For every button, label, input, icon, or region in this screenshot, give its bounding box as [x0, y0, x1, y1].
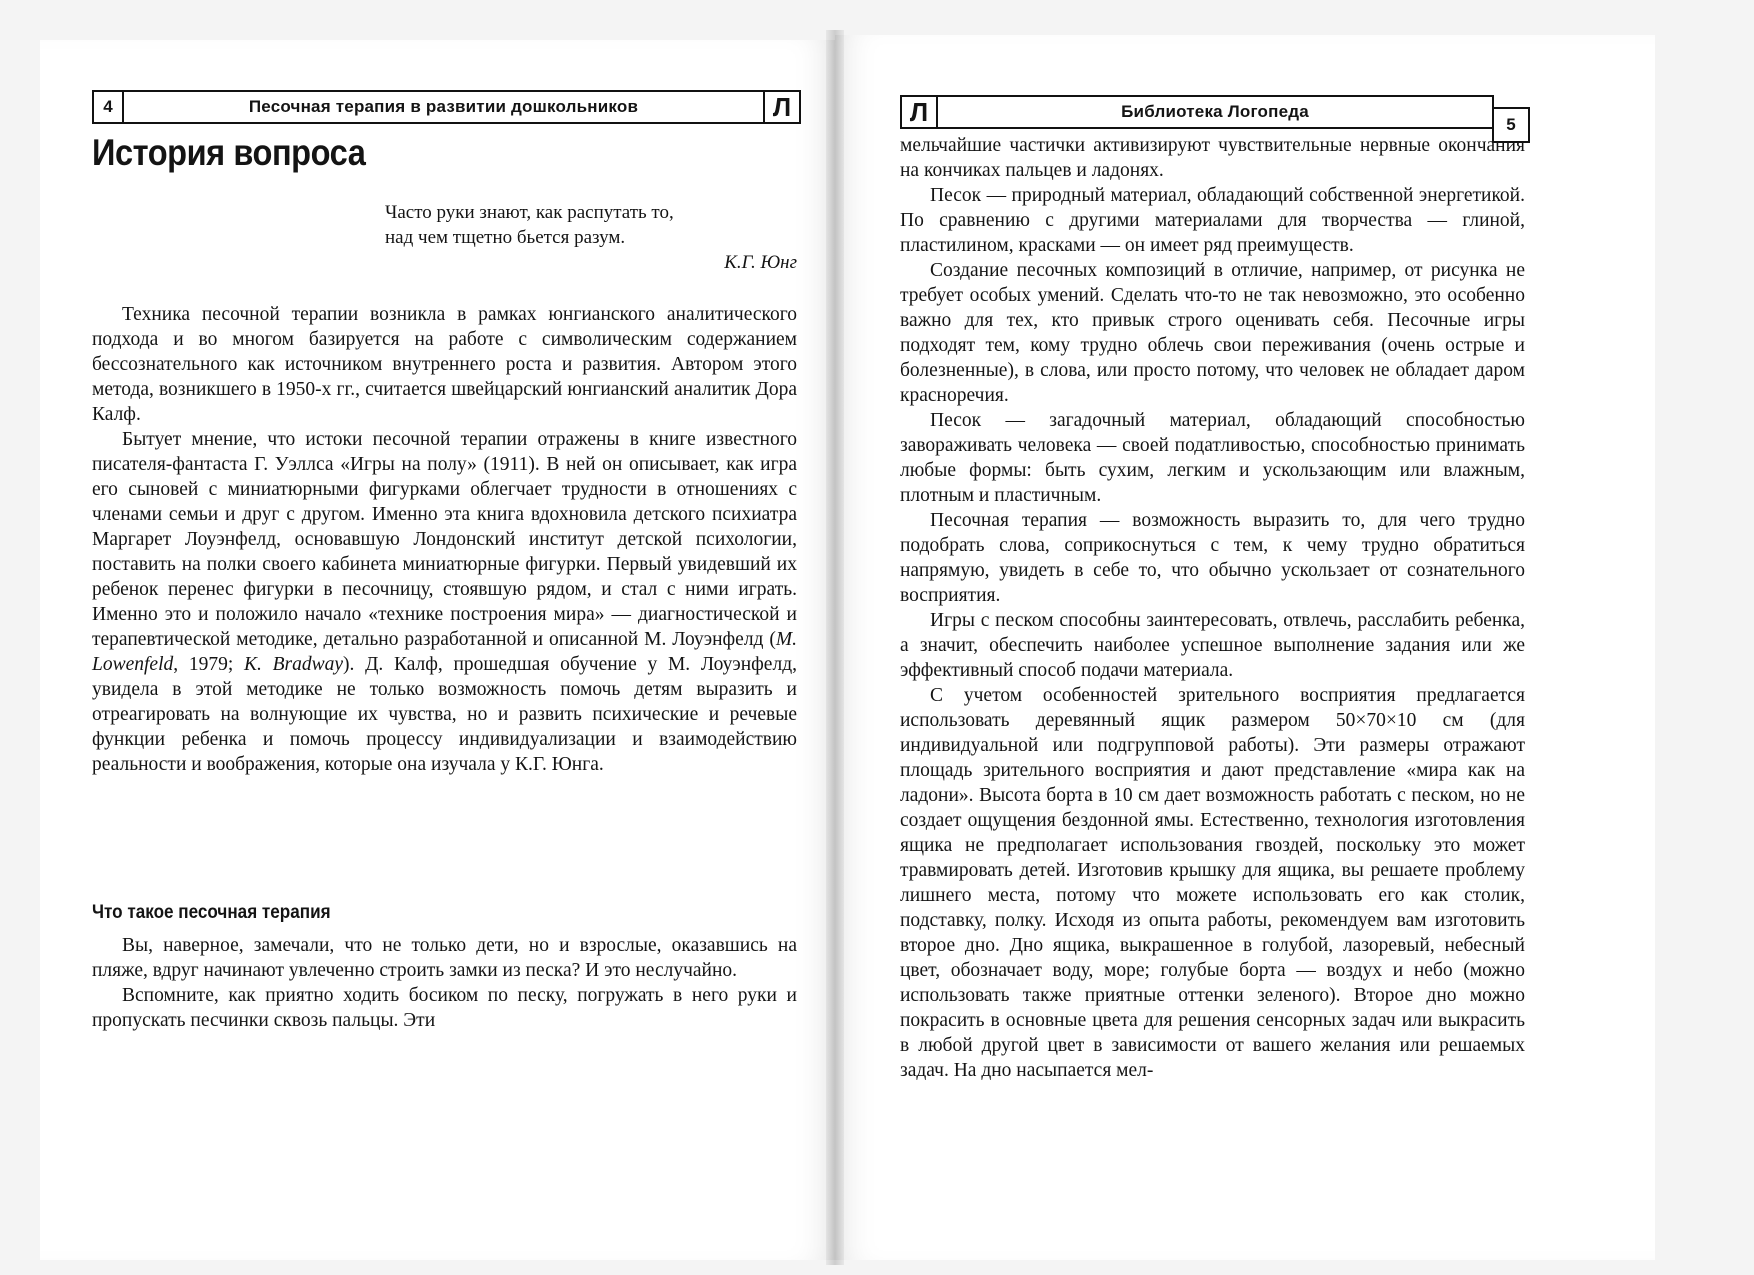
paragraph [92, 427, 797, 777]
paragraph: Песок — загадочный материал, обладающий способностью завораживать человека — своей податливостью, способностью принимать любые формы: быть сухим, легким и ускользающим или влажным, плотным и пластичным. [900, 410, 1525, 506]
left-page [40, 40, 835, 1260]
citation-author: M. Lowenfeld [92, 629, 797, 675]
epigraph-author: К.Г. Юнг [724, 252, 797, 273]
page-number: 4 [94, 92, 124, 122]
epigraph-line: над чем тщетно бьется разум. [385, 227, 626, 248]
left-page-header [92, 90, 801, 124]
logo-letter: Л [902, 97, 938, 127]
epigraph [385, 200, 797, 275]
running-title: Библиотека Логопеда [1121, 102, 1309, 121]
paragraph: Техника песочной терапии возникла в рамках юнгианского аналитического подхода и во многом базируется на работе с символическим содержанием бессознательного как источником внутреннего роста и развития. Автором этого метода, возникшего в 1950-х гг., считается швейцарский юнгианский аналитик Дора Калф. [92, 304, 797, 425]
page-body [900, 133, 1525, 1083]
paragraph-text: ). Д. Калф, прошедшая обучение у М. Лоуэнфелд, увидела в этой методике не только возможность помочь детям выразить и отреагировать на волнующие их чувства, но и развить психические и речевые функции ребенка и помочь процессу индивидуализации и взаимодействию реальности и воображения, которые она изучала у К.Г. Юнга. [92, 654, 797, 775]
paragraph: мельчайшие частички активизируют чувствительные нервные окончания на кончиках пальцев и ладонях. [900, 135, 1525, 181]
section-body [92, 933, 797, 1033]
paragraph: С учетом особенностей зрительного восприятия предлагается использовать деревянный ящик размером 50×70×10 см (для индивидуальной или подгрупповой работы). Эти размеры отражают площадь зрительного восприятия и дают представление «мира как на ладони». Высота борта в 10 см дает возможность работать с песком, но не создает ощущения бездонной ямы. Естественно, технология изготовления ящика не предполагает использования гвоздей, поскольку это может травмировать детей. Изготовив крышку для ящика, вы решаете проблему лишнего места, потому что можете использовать его как столик, подставку, полку. Исходя из опыта работы, рекомендуем вам изготовить второе дно. Дно ящика, выкрашенное в голубой, лазоревый, небесный цвет, обозначает воду, море; голубые борта — воздух и небо (можно использовать также приятные оттенки зеленого). Второе дно можно покрасить в основные цвета для решения сенсорных задач или выкрасить в любой другой цвет в зависимости от вашего желания или решаемых задач. На дно насыпается мел- [900, 685, 1525, 1081]
paragraph-text: , 1979; [173, 654, 244, 675]
chapter-title: История вопроса [92, 132, 366, 173]
paragraph: Создание песочных композиций в отличие, например, от рисунка не требует особых умений. Сделать что-то не так невозможно, это особенно важно для тех, кто привык строго оценивать себя. Песочные игры подходят тем, кому трудно облечь свои переживания (очень острые и болезненные), в слова, или просто потому, что человек не обладает даром красноречия. [900, 260, 1525, 406]
chapter-body [92, 302, 797, 777]
epigraph-line: Часто руки знают, как распутать то, [385, 202, 674, 223]
section-subheading: Что такое песочная терапия [92, 902, 331, 923]
right-page-header [900, 95, 1494, 129]
paragraph: Песочная терапия — возможность выразить то, для чего трудно подобрать слова, соприкоснуться с тем, к чему трудно обратиться напрямую, увидеть в себе то, что обычно ускользает от сознательного восприятия. [900, 510, 1525, 606]
paragraph: Вспомните, как приятно ходить босиком по песку, погружать в него руки и пропускать песчинки сквозь пальцы. Эти [92, 985, 797, 1031]
paragraph: Песок — природный материал, обладающий собственной энергетикой. По сравнению с другими материалами для творчества — глиной, пластилином, красками — он имеет ряд преимуществ. [900, 185, 1525, 256]
citation-author: K. Bradway [243, 654, 343, 675]
paragraph: Вы, наверное, замечали, что не только дети, но и взрослые, оказавшись на пляже, вдруг начинают увлеченно строить замки из песка? И это неслучайно. [92, 935, 797, 981]
paragraph: Игры с песком способны заинтересовать, отвлечь, расслабить ребенка, а значит, обеспечить наиболее успешное выполнение задания или же эффективный способ подачи материала. [900, 610, 1525, 681]
right-page [835, 35, 1655, 1260]
running-title: Песочная терапия в развитии дошкольников [248, 97, 639, 116]
book-gutter [826, 30, 844, 1265]
logo-letter: Л [763, 92, 799, 122]
page-number: 5 [1492, 107, 1530, 143]
paragraph-text: Бытует мнение, что истоки песочной терапии отражены в книге известного писателя-фантаста Г. Уэллса «Игры на полу» (1911). В ней он описывает, как игра его сыновей с миниатюрными фигурками облегчает трудности в отношениях с членами семьи и друг с другом. Именно эта книга вдохновила детского психиатра Маргарет Лоуэнфелд, основавшую Лондонский институт детской психологии, поставить на полки своего кабинета миниатюрные фигурки. Первый увидевший их ребенок перенес фигурки в песочницу, стоявшую рядом, и стал с ними играть. Именно это и положило начало «технике построения мира» — диагностической и терапевтической методике, детально разработанной и описанной М. Лоуэнфелд ( [92, 429, 797, 650]
